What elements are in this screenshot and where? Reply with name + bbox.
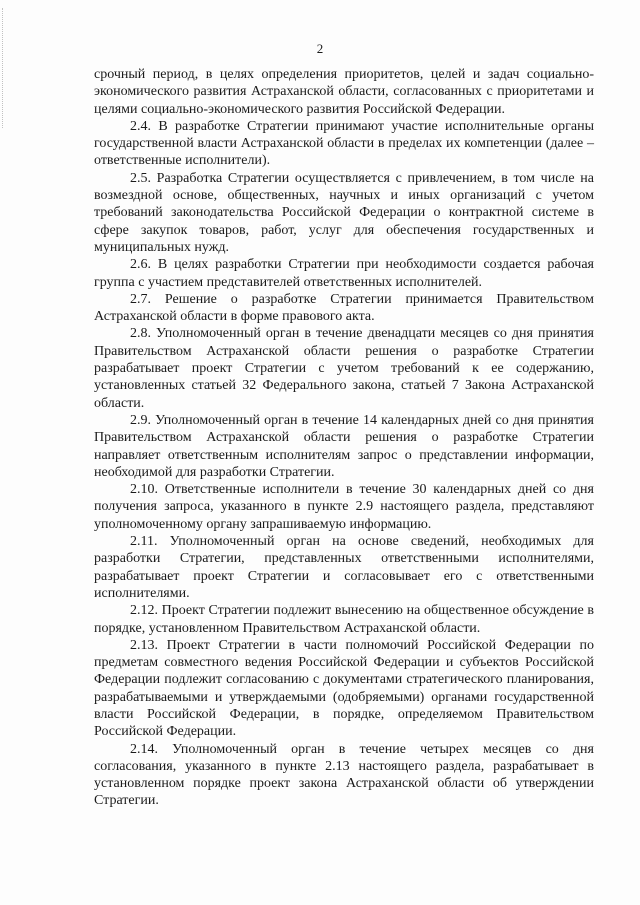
paragraph-2-14: 2.14. Уполномоченный орган в течение четырех месяцев со дня согласования, указанного в пункте 2.13 настоящего раздела, разрабатывает в установленном порядке проект закона Астраханской области об утверждении Стратегии. bbox=[94, 741, 594, 809]
paragraph-2-5: 2.5. Разработка Стратегии осуществляется с привлечением, в том числе на возмездной основе, общественных, научных и иных организаций с учетом требований законодательства Российской Федерации о контрактной системе в сфере закупок товаров, работ, услуг для обеспечения государственных и муниципальных нужд. bbox=[94, 170, 594, 255]
page-number: 2 bbox=[316, 41, 324, 56]
paragraph-2-12: 2.12. Проект Стратегии подлежит вынесению на общественное обсуждение в порядке, установленном Правительством Астраханской области. bbox=[94, 603, 594, 636]
paragraph-2-13: 2.13. Проект Стратегии в части полномочий Российской Федерации по предметам совместного ведения Российской Федерации и субъектов Российской Федерации подлежит согласованию с документами стратегического планирования, разрабатываемыми и утверждаемыми (одобряемыми) органами государственной власти Российской Федерации, в порядке, определяемом Правительством Российской Федерации. bbox=[94, 637, 594, 740]
paragraph-2-9: 2.9. Уполномоченный орган в течение 14 календарных дней со дня принятия Правительством Астраханской области решения о разработке Стратегии направляет ответственным исполнителям запрос о представлении информации, необходимой для разработки Стратегии. bbox=[94, 412, 594, 480]
paragraph-2-11: 2.11. Уполномоченный орган на основе сведений, необходимых для разработки Стратегии, представленных ответственными исполнителями, разрабатывает проект Стратегии и согласовывает его с ответственными исполнителями. bbox=[94, 534, 594, 601]
document-body bbox=[94, 66, 594, 810]
paragraph-continuation: срочный период, в целях определения приоритетов, целей и задач социально-экономического развития Астраханской области, согласованных с приоритетами и целями социально-экономического развития Российской Федерации. bbox=[94, 67, 594, 117]
paragraph-2-4: 2.4. В разработке Стратегии принимают участие исполнительные органы государственной власти Астраханской области в пределах их компетенции (далее – ответственные исполнители). bbox=[94, 118, 594, 169]
scan-edge-marks bbox=[2, 8, 6, 128]
paragraph-2-8: 2.8. Уполномоченный орган в течение двенадцати месяцев со дня принятия Правительством Астраханской области решения о разработке Стратегии разрабатывает проект Стратегии с учетом требований к ее содержанию, установленных статьей 32 Федерального закона, статьей 7 Закона Астраханской области. bbox=[94, 326, 594, 411]
paragraph-2-10: 2.10. Ответственные исполнители в течение 30 календарных дней со дня получения запроса, указанного в пункте 2.9 настоящего раздела, представляют уполномоченному органу запрашиваемую информацию. bbox=[94, 482, 594, 532]
paragraph-2-6: 2.6. В целях разработки Стратегии при необходимости создается рабочая группа с участием представителей ответственных исполнителей. bbox=[94, 257, 594, 290]
paragraph-2-7: 2.7. Решение о разработке Стратегии принимается Правительством Астраханской области в форме правового акта. bbox=[94, 291, 594, 325]
